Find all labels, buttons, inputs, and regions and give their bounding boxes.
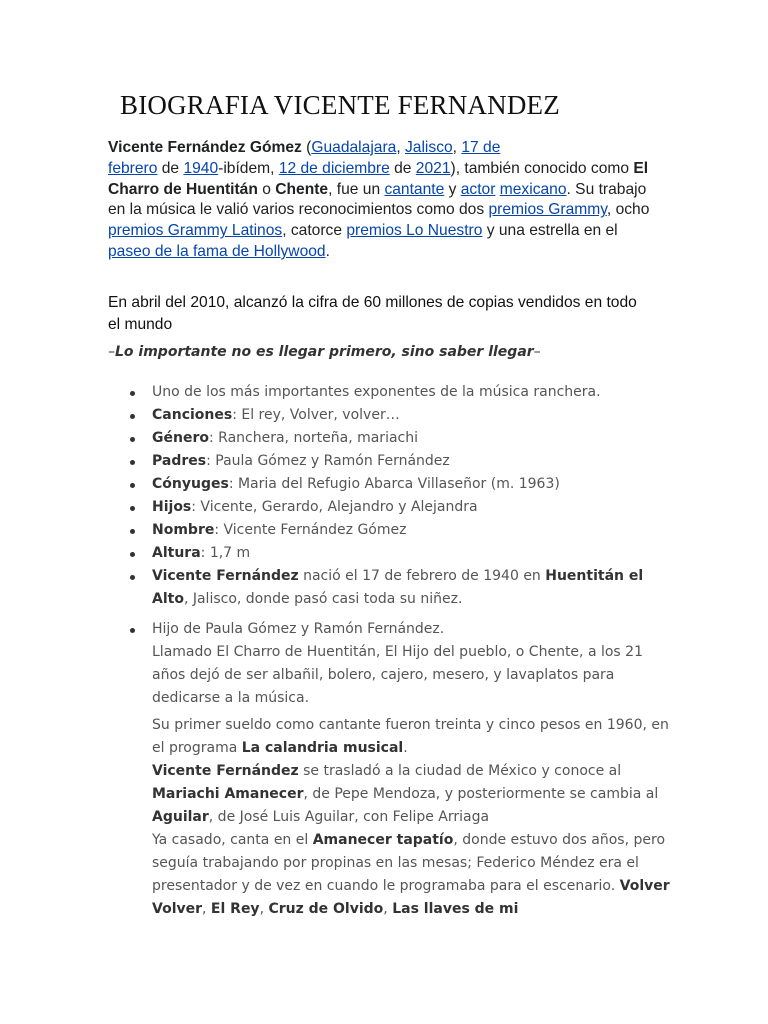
text-run: , fue un [328, 180, 385, 198]
nickname-charro: El Charro de Huentitán [108, 159, 649, 198]
list-item-key: Género [152, 430, 209, 446]
text-run: , de José Luis Aguilar, con Felipe Arriaga [208, 809, 490, 825]
link-2021[interactable]: 2021 [415, 159, 451, 177]
text-run: de [157, 159, 184, 177]
link-paseo-de-la-fama[interactable]: paseo de la fama de Hollywood [108, 242, 326, 260]
list-item [130, 473, 650, 496]
venue-name: Amanecer tapatío [312, 832, 454, 848]
list-item-text: Uno de los más importantes exponentes de la música ranchera. [152, 384, 601, 400]
text-run: de [389, 159, 416, 177]
list-item-text: Hijo de Paula Gómez y Ramón Fernández. [152, 621, 445, 637]
program-name: La calandria musical [241, 740, 404, 756]
text-run: y [444, 180, 461, 198]
text-run: Ya casado, canta en el [152, 832, 313, 848]
quote-line [108, 342, 668, 362]
list-item-value: : Paula Gómez y Ramón Fernández [206, 453, 450, 469]
text-run: o [257, 180, 276, 198]
link-mexicano[interactable]: mexicano [499, 180, 567, 198]
text-run: , [202, 901, 211, 917]
link-17-de-febrero-part1[interactable]: 17 de [461, 139, 501, 156]
list-item [130, 496, 650, 519]
link-actor[interactable]: actor [460, 180, 496, 198]
text-run: , catorce [282, 222, 347, 240]
list-item [130, 565, 650, 611]
list-item-value: : Maria del Refugio Abarca Villaseñor (m. 1963) [228, 476, 560, 492]
text-run: , [452, 139, 462, 156]
text-run: ( [301, 139, 312, 156]
text-run: , [383, 901, 393, 917]
text-run: ), también conocido como [450, 159, 634, 177]
subject-name: Vicente Fernández [152, 763, 299, 779]
text-run: . Su trabajo en la música le valió varios reconocimientos como dos [108, 180, 647, 219]
quote-dash-left: – [108, 344, 115, 360]
list-item [130, 519, 650, 542]
list-item-key: Altura [152, 545, 201, 561]
list-item-value: : Ranchera, norteña, mariachi [208, 430, 418, 446]
text-run: Su primer sueldo como cantante fueron treinta y cinco pesos en 1960, en el programa [152, 717, 669, 756]
list-item-text: Llamado El Charro de Huentitán, El Hijo del pueblo, o Chente, a los 21 años dejó de ser albañil, bolero, cajero, mesero, y lavaplatos para dedicarse a la música. [152, 644, 643, 706]
list-item [130, 404, 650, 427]
list-item [130, 618, 650, 710]
song-title: Cruz de Olvido [268, 901, 384, 917]
facts-list [130, 381, 650, 710]
nickname-chente: Chente [275, 180, 329, 198]
quote-dash-right: – [533, 344, 541, 360]
list-item [130, 450, 650, 473]
mariachi-name: Aguilar [152, 809, 209, 825]
list-item-text: nació el 17 de febrero de 1940 en [298, 568, 546, 584]
text-run: , de Pepe Mendoza, y posteriormente se cambia al [303, 786, 659, 802]
text-run: , donde estuvo dos años, pero seguía trabajando por propinas en las mesas; Federico Méndez era el presentador y de vez en cuando le programaba para el escenario. [152, 832, 666, 894]
list-item-key: Canciones [152, 407, 233, 423]
subject-name: Vicente Fernández Gómez [108, 139, 302, 156]
text-run: , ocho [606, 201, 650, 219]
link-premios-grammy[interactable]: premios Grammy [488, 201, 607, 219]
intro-paragraph [108, 138, 653, 263]
list-item-value: : Vicente Fernández Gómez [214, 522, 407, 538]
page-title: BIOGRAFIA VICENTE FERNANDEZ [120, 90, 560, 120]
list-item [130, 427, 650, 450]
list-item-value: : 1,7 m [200, 545, 251, 561]
list-item-value: : El rey, Volver, volver… [232, 407, 400, 423]
list-item-value: : Vicente, Gerardo, Alejandro y Alejandra [191, 499, 478, 515]
sales-paragraph: En abril del 2010, alcanzó la cifra de 60 millones de copias vendidos en todo el mundo [108, 294, 637, 333]
list-item-key: Nombre [152, 522, 215, 538]
list-item-key: Padres [152, 453, 207, 469]
quote-text: Lo importante no es llegar primero, sino saber llegar [115, 344, 534, 360]
list-item-key: Cónyuges [152, 476, 229, 492]
link-12-de-diciembre[interactable]: 12 de diciembre [278, 159, 390, 177]
song-title: Las llaves de mi [392, 901, 519, 917]
song-title: El Rey [210, 901, 260, 917]
text-run: , [259, 901, 269, 917]
text-run: . [403, 740, 408, 756]
link-jalisco[interactable]: Jalisco [405, 139, 453, 156]
link-17-de-febrero-part2[interactable]: febrero [108, 159, 158, 177]
career-paragraph [152, 714, 672, 921]
text-run: , [396, 139, 405, 156]
list-item-key: Hijos [152, 499, 192, 515]
list-item-key: Huentitán el Alto [152, 568, 644, 607]
link-premios-grammy-latinos[interactable]: premios Grammy Latinos [108, 222, 283, 240]
text-run: y una estrella en el [482, 222, 618, 240]
list-item [130, 381, 650, 404]
text-run: -ibídem, [218, 159, 279, 177]
link-cantante[interactable]: cantante [384, 180, 445, 198]
text-run: se trasladó a la ciudad de México y conoce al [298, 763, 622, 779]
link-guadalajara[interactable]: Guadalajara [311, 139, 397, 156]
link-1940[interactable]: 1940 [183, 159, 219, 177]
mariachi-name: Mariachi Amanecer [152, 786, 304, 802]
list-item-key: Vicente Fernández [152, 568, 299, 584]
song-title: Volver Volver [152, 878, 670, 917]
list-item [130, 542, 650, 565]
list-item-text: , Jalisco, donde pasó casi toda su niñez. [183, 591, 463, 607]
text-run: . [325, 242, 330, 260]
link-premios-lo-nuestro[interactable]: premios Lo Nuestro [346, 222, 483, 240]
